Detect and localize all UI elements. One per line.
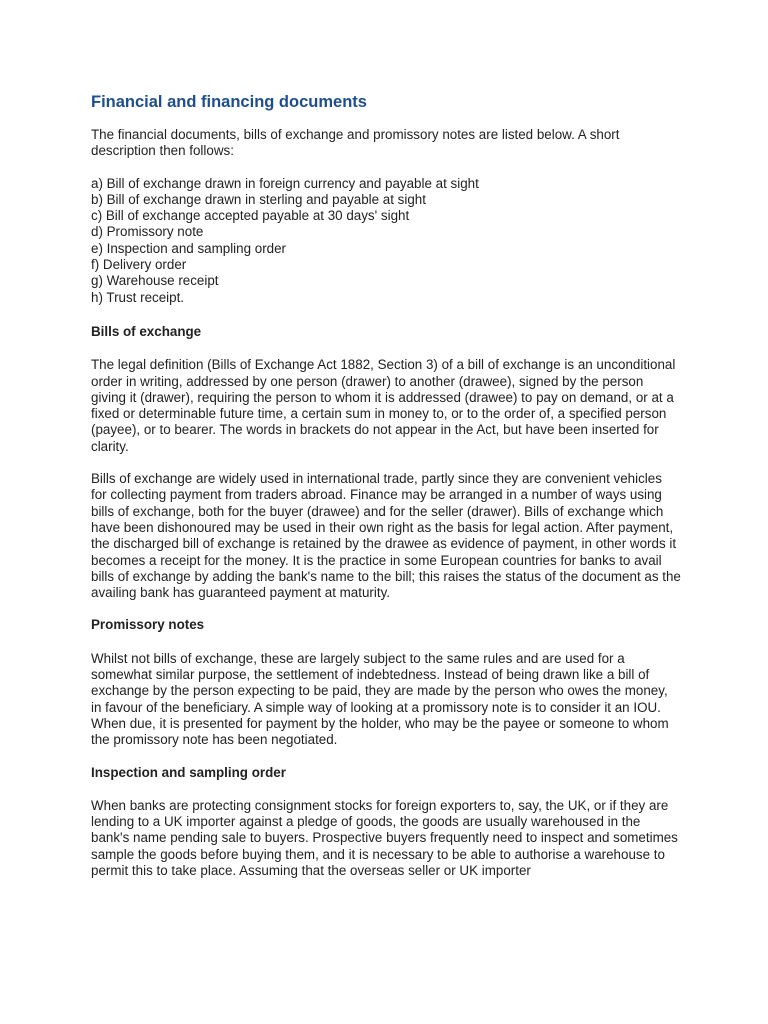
intro-paragraph: The financial documents, bills of exchange and promissory notes are listed below. A short description then follows: <box>91 127 620 159</box>
inspection-paragraph-1: When banks are protecting consignment stocks for foreign exporters to, say, the UK, or if they are lending to a UK importer against a pledge of goods, the goods are usually warehoused in the bank's name pending sale to buyers. Prospective buyers frequently need to inspect and sometimes sample the goods before buying them, and it is necessary to be able to authorise a warehouse to permit this to take place. Assuming that the overseas seller or UK importer <box>91 797 678 878</box>
document-title: Financial and financing documents <box>91 93 367 111</box>
section-heading-inspection-sampling: Inspection and sampling order <box>91 764 286 780</box>
list-item: f) Delivery order <box>91 257 187 273</box>
promissory-paragraph-1: Whilst not bills of exchange, these are largely subject to the same rules and are used for a somewhat similar purpose, the settlement of indebtedness. Instead of being drawn like a bill of exchange by the person expecting to be paid, they are made by the person who owes the money, in favour of the beneficiary. A simple way of looking at a promissory note is to consider it an IOU. When due, it is presented for payment by the holder, who may be the payee or someone to whom the promissory note has been negotiated. <box>91 650 669 748</box>
list-item: d) Promissory note <box>91 224 204 240</box>
list-item: g) Warehouse receipt <box>91 273 219 289</box>
bills-paragraph-1: The legal definition (Bills of Exchange Act 1882, Section 3) of a bill of exchange is an unconditional order in writing, addressed by one person (drawer) to another (drawee), signed by the person giving it (drawer), requiring the person to whom it is addressed (drawee) to pay on demand, or at a fixed or determinable future time, a certain sum in money to, or to the order of, a specified person (payee), or to bearer. The words in brackets do not appear in the Act, but have been inserted for clarity. <box>91 357 676 454</box>
list-item: b) Bill of exchange drawn in sterling and payable at sight <box>91 191 426 207</box>
document-page <box>91 92 681 895</box>
section-heading-bills-of-exchange: Bills of exchange <box>91 323 202 339</box>
list-item: a) Bill of exchange drawn in foreign currency and payable at sight <box>91 175 479 191</box>
list-item: e) Inspection and sampling order <box>91 240 287 256</box>
document-list <box>91 176 681 306</box>
bills-paragraph-2: Bills of exchange are widely used in international trade, partly since they are convenient vehicles for collecting payment from traders abroad. Finance may be arranged in a number of ways using bills of exchange, both for the buyer (drawee) and for the seller (drawer). Bills of exchange which have been dishonoured may be used in their own right as the basis for legal action. After payment, the discharged bill of exchange is retained by the drawee as evidence of payment, in other words it becomes a receipt for the money. It is the practice in some European countries for banks to avail bills of exchange by adding the bank's name to the bill; this raises the status of the document as the availing bank has guaranteed payment at maturity. <box>91 471 681 601</box>
list-item: h) Trust receipt. <box>91 289 185 305</box>
list-item: c) Bill of exchange accepted payable at 30 days' sight <box>91 208 410 224</box>
section-heading-promissory-notes: Promissory notes <box>91 617 205 633</box>
